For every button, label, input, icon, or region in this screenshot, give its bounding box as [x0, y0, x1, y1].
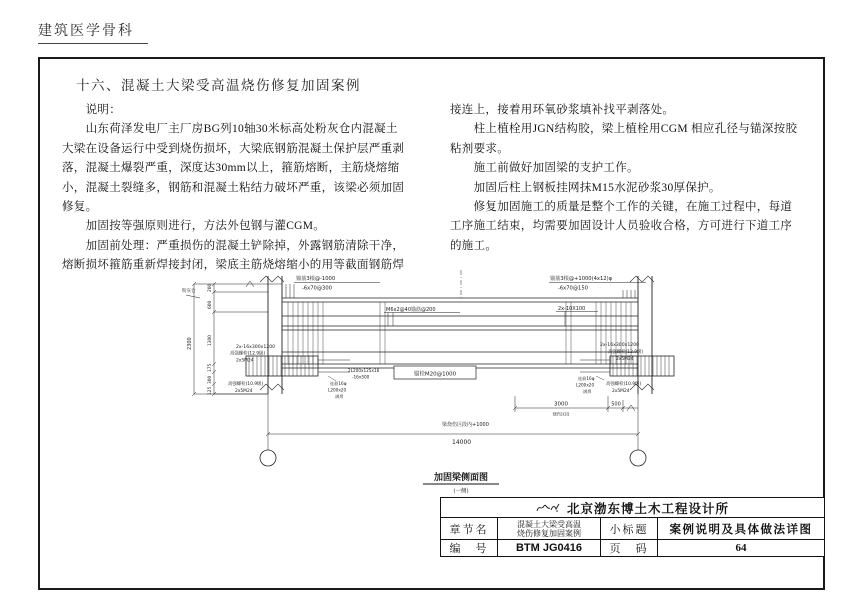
top-left-callout — [286, 274, 380, 298]
notes-right-column — [450, 101, 814, 276]
note-line: 熔断损坏箍筋重新焊接封闭，梁底主筋烧熔缩小的用等截面钢筋焊 — [62, 259, 405, 272]
callout-text: 2x5M24 — [616, 357, 634, 362]
dim-200: 200 — [208, 283, 213, 292]
page-label: 页 码 — [601, 540, 658, 556]
angle-label: 2L200x125x16 — [348, 368, 380, 373]
callout-text: 锚筋3根@-1000 — [296, 276, 336, 282]
callout-text: 2x5M24 — [236, 358, 254, 364]
note-line: 小，混凝土裂缝多，钢筋和混凝土粘结力破坏严重，该梁必须加固 — [62, 181, 405, 194]
grid-bubble-right — [630, 450, 646, 466]
silo-leader — [186, 295, 200, 298]
code-label: 编 号 — [441, 540, 498, 556]
dim-2300: 2300 — [187, 337, 193, 350]
note-line: 加固后柱上钢板挂网抹M15水泥砂浆30厚保护。 — [450, 181, 721, 194]
callout-text: -6x70@150 — [558, 285, 588, 292]
company-name: 北京渤东博土木工程设计所 — [566, 501, 729, 516]
note-line: 加固按等强原则进行，方法外包钢与灌CGM。 — [62, 220, 326, 233]
callout-text: M6x2@40锚筋@200 — [386, 307, 436, 313]
page-number: 64 — [735, 542, 747, 554]
note-line: 的施工。 — [450, 239, 498, 252]
note-line: 大梁在设备运行中受到烧伤损坏，大梁底钢筋混凝土保护层严重剥 — [62, 142, 405, 155]
dim-125: 125 — [208, 386, 213, 395]
beam-elevation-drawing — [180, 268, 720, 508]
callout-text: 2x5M24 — [235, 389, 253, 394]
notes-section — [62, 101, 814, 276]
dim-3000-note: 烧伤区段 — [552, 411, 570, 417]
note-line: 接连上，接着用环氧砂浆填补找平剥落处。 — [450, 104, 675, 116]
top-right-callout — [549, 274, 646, 298]
title-block-row2 — [441, 518, 824, 540]
book-header-brand: 建筑医学骨科 — [38, 20, 148, 44]
callout-text: 连筋16φ — [330, 381, 347, 386]
callout-text: 2x5M24 — [612, 389, 630, 394]
dim-300: 300 — [208, 375, 213, 384]
chapter-value — [498, 518, 601, 539]
code-value: BTM JG0416 — [498, 540, 601, 556]
title-block-row3 — [441, 540, 824, 556]
grid-bubble-left — [260, 450, 276, 466]
page-title: 十六、混凝土大梁受高温烧伤修复加固案例 — [76, 78, 361, 93]
dim-175: 175 — [208, 363, 213, 372]
note-line: 加固前处理：严重损伤的混凝土铲除掉，外露钢筋清除干净， — [62, 239, 405, 252]
subtitle-label: 小标题 — [601, 518, 658, 539]
callout-text: 2x-16x300x1200 — [236, 345, 276, 350]
drawing-subtitle: (一侧) — [453, 488, 469, 495]
title-block — [440, 497, 825, 557]
anchor-bolt-box — [394, 366, 476, 379]
burn-zone-label: 梁烧伤区段内+1000 — [442, 422, 489, 428]
chapter-label: 章节名 — [441, 518, 498, 539]
note-line: 修复加固施工的质量是整个工作的关键，在施工过程中，每道 — [450, 201, 793, 214]
dim-500: 500 — [611, 401, 621, 408]
title-block-company-row — [441, 498, 824, 518]
subtitle-value: 案例说明及具体做法详图 — [669, 523, 813, 536]
note-line: 粘剂要求。 — [450, 142, 509, 155]
callout-text: 连筋16φ — [578, 376, 595, 381]
callout-text: 高强螺栓(12.9级) — [608, 350, 644, 355]
note-line: 柱上植栓用JGN结构胶，梁上植栓用CGM 相应孔径与锚深按胶 — [450, 123, 798, 136]
chapter-value-line2: 烧伤修复加固案例 — [517, 528, 581, 538]
vertical-dimension-chain — [192, 281, 282, 396]
bottom-dimensions — [266, 396, 640, 436]
notes-left-column — [62, 101, 426, 276]
note-line: 修复。 — [62, 201, 98, 214]
dim-3000: 3000 — [554, 401, 568, 408]
callout-text: 高强螺栓(12.9级) — [230, 351, 266, 357]
callout-text: 锚筋3根@+1000(4x12)φ — [550, 276, 613, 282]
dim-1300: 1300 — [208, 335, 213, 346]
note-line: 施工前做好加固梁的支护工作。 — [450, 162, 639, 175]
callout-text: L200x20 — [576, 382, 595, 388]
note-line: 落，混凝土爆裂严重，深度达30mm以上，箍筋熔断，主筋烧熔缩 — [62, 162, 400, 175]
callout-text: 满焊 — [583, 389, 592, 394]
company-logo-icon — [536, 502, 560, 514]
callout-text: 2x-10X100 — [558, 306, 586, 312]
note-line: 工序施工结束，均需要加固设计人员验收合格，方可进行下道工序 — [450, 220, 793, 233]
callout-text: 高强螺栓(10.9级) — [228, 382, 264, 387]
drawing-title: 加固梁侧面图 — [433, 472, 489, 482]
callout-text: L200x20 — [328, 387, 347, 393]
callout-text: 满焊 — [335, 394, 344, 399]
angle-label: -16x500 — [352, 374, 370, 380]
callout-text: 锚栓M20@1000 — [413, 371, 457, 378]
silo-label: 粉灰仓 — [182, 289, 196, 294]
note-line: 山东荷泽发电厂主厂房BG列10轴30米标高处粉灰仓内混凝土 — [62, 123, 398, 136]
dim-600: 600 — [208, 300, 213, 309]
callout-text: -6x70@300 — [302, 285, 332, 292]
callout-text: 2x-16x300x1200 — [600, 343, 640, 348]
callout-text: 高强螺栓(10.9级) — [606, 382, 642, 387]
dim-14000: 14000 — [452, 439, 472, 446]
note-line: 说明： — [62, 104, 121, 116]
chapter-value-line1: 混凝土大梁受高温 — [517, 519, 581, 529]
beam-elevation-svg — [180, 268, 720, 508]
